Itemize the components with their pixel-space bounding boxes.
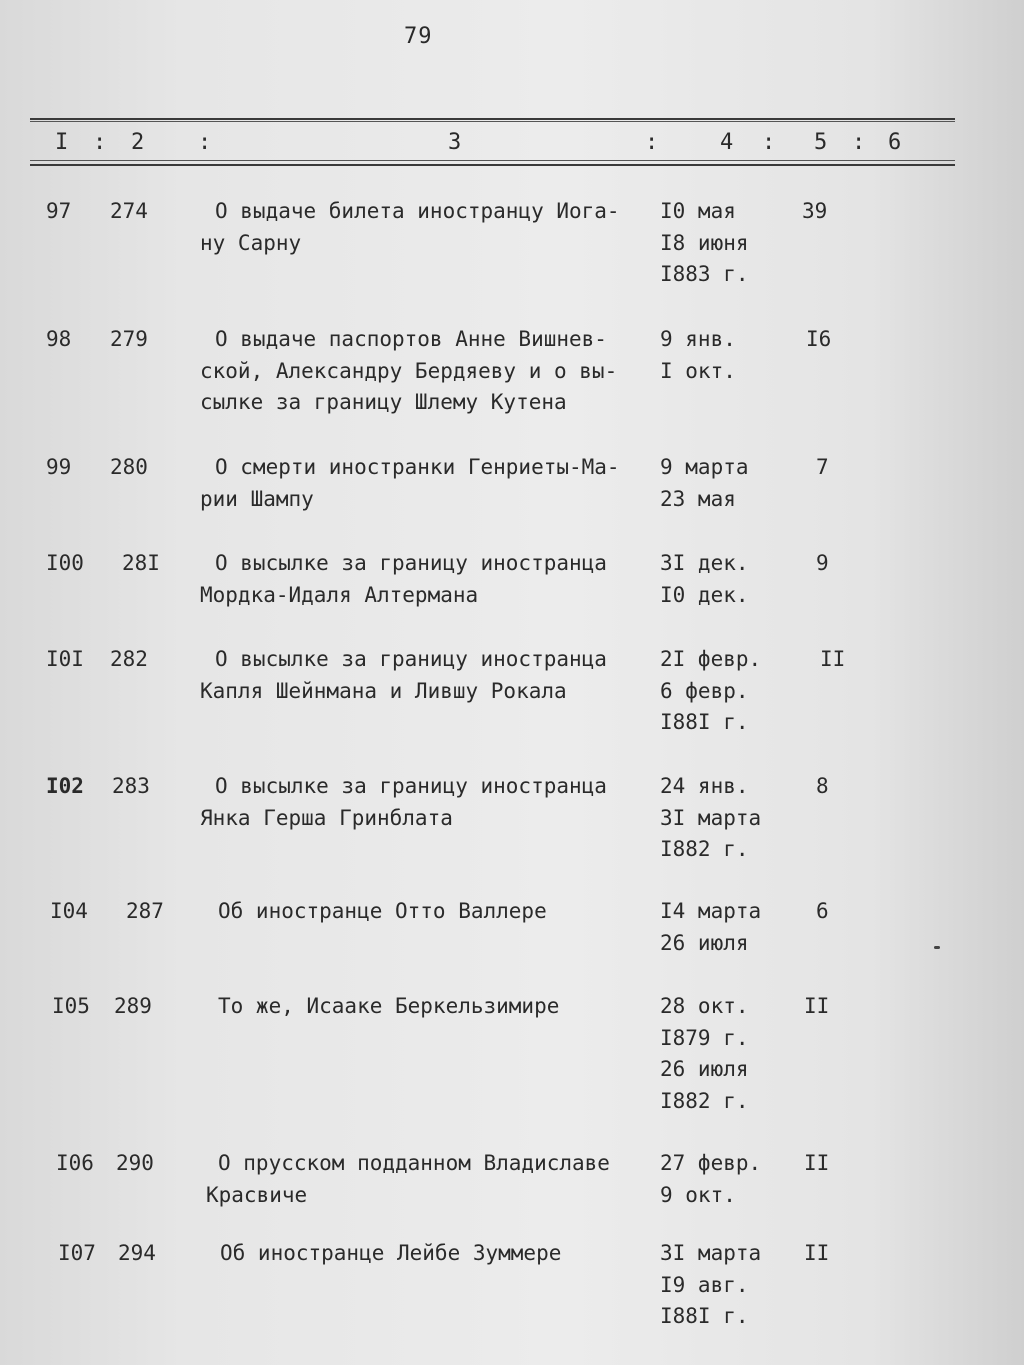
row-code: 279 xyxy=(110,327,148,351)
row-date-line: I879 г. xyxy=(660,1025,749,1050)
row-dates xyxy=(660,324,790,387)
row-date-line: I88I г. xyxy=(660,1304,749,1328)
row-date-line: I8 июня xyxy=(660,230,749,255)
row-title xyxy=(206,1148,658,1211)
row-sheets: 9 xyxy=(816,551,829,575)
row-code: 289 xyxy=(114,994,152,1018)
row-title-line: ну Сарну xyxy=(200,230,302,255)
row-number: I0I xyxy=(46,647,84,671)
row-date-line: 9 марта xyxy=(660,455,749,479)
row-dates xyxy=(660,771,790,866)
row-title-line: сылке за границу Шлему Кутена xyxy=(200,390,567,414)
row-date-line: I0 дек. xyxy=(660,582,749,607)
row-dates xyxy=(660,1238,790,1333)
row-title-line: Об иностранце Отто Валлере xyxy=(218,899,547,923)
row-title xyxy=(200,771,655,834)
row-code: 283 xyxy=(112,774,150,798)
header-col-4: 4 xyxy=(720,130,734,155)
row-title-line: ской, Александру Бердяеву и о вы- xyxy=(200,358,618,383)
row-date-line: I4 марта xyxy=(660,899,762,923)
row-dates xyxy=(660,1148,790,1211)
row-title xyxy=(200,452,655,515)
row-date-line: I882 г. xyxy=(660,1088,749,1113)
header-bottom-rule xyxy=(30,164,955,166)
row-code: 282 xyxy=(110,647,148,671)
row-number: I06 xyxy=(56,1151,94,1175)
row-date-line: I9 авг. xyxy=(660,1272,749,1297)
row-dates xyxy=(660,991,790,1117)
row-title-line: То же, Исааке Беркельзимире xyxy=(218,994,560,1018)
row-date-line: I882 г. xyxy=(660,837,749,861)
row-title xyxy=(218,896,658,928)
row-title-line: рии Шампу xyxy=(200,486,314,511)
row-number: 98 xyxy=(46,327,72,351)
row-title-line: Об иностранце Лейбе Зуммере xyxy=(220,1241,562,1265)
row-title xyxy=(200,644,655,707)
page-number: 79 xyxy=(404,24,433,49)
row-title-line: Мордка-Идаля Алтермана xyxy=(200,582,479,607)
row-title xyxy=(200,548,655,611)
row-sheets: 8 xyxy=(816,774,829,798)
header-separator-4: : xyxy=(762,130,776,155)
row-date-line: 9 янв. xyxy=(660,327,736,351)
header-col-2: 2 xyxy=(131,130,145,155)
header-separator-2: : xyxy=(198,130,212,155)
row-title xyxy=(200,196,655,259)
row-code: 287 xyxy=(126,899,164,923)
row-number: 97 xyxy=(46,199,72,223)
header-top-rule xyxy=(30,118,955,120)
row-title-line: О высылке за границу иностранца xyxy=(215,774,607,798)
row-sheets: II xyxy=(820,647,846,671)
header-col-1: I xyxy=(55,130,69,155)
row-title xyxy=(200,324,655,419)
row-sheets: II xyxy=(804,994,830,1018)
row-dates xyxy=(660,644,790,739)
row-dates xyxy=(660,452,790,515)
row-code: 290 xyxy=(116,1151,154,1175)
row-date-line: I88I г. xyxy=(660,710,749,734)
row-dates xyxy=(660,896,790,959)
row-sheets: 39 xyxy=(802,199,828,223)
row-sheets: 6 xyxy=(816,899,829,923)
row-title-line: О высылке за границу иностранца xyxy=(215,647,607,671)
row-date-line: 9 окт. xyxy=(660,1182,736,1207)
row-date-line: I883 г. xyxy=(660,262,749,286)
row-number: I02 xyxy=(46,774,84,798)
row-title xyxy=(218,991,658,1023)
row-code: 274 xyxy=(110,199,148,223)
row-number: I00 xyxy=(46,551,84,575)
header-col-6: 6 xyxy=(888,130,902,155)
row-code: 28I xyxy=(122,551,160,575)
row-date-line: I0 мая xyxy=(660,199,736,223)
row-sheets: 7 xyxy=(816,455,829,479)
row-title-line: О смерти иностранки Генриеты-Ма- xyxy=(215,455,620,479)
row-date-line: 26 июля xyxy=(660,1057,749,1081)
row-title-line: Красвиче xyxy=(206,1182,308,1207)
row-title-line: О прусском подданном Владиславе xyxy=(218,1151,610,1175)
row-title-line: О выдаче паспортов Анне Вишнев- xyxy=(215,327,607,351)
paper-mark xyxy=(934,946,940,949)
row-code: 294 xyxy=(118,1241,156,1265)
row-number: I05 xyxy=(52,994,90,1018)
row-date-line: 2I февр. xyxy=(660,647,762,671)
row-date-line: 23 мая xyxy=(660,486,736,511)
row-date-line: I окт. xyxy=(660,358,736,383)
row-date-line: 6 февр. xyxy=(660,678,749,703)
row-date-line: 28 окт. xyxy=(660,994,749,1018)
header-separator-3: : xyxy=(645,130,659,155)
row-number: I07 xyxy=(58,1241,96,1265)
row-sheets: I6 xyxy=(806,327,832,351)
row-date-line: 27 февр. xyxy=(660,1151,762,1175)
row-date-line: 24 янв. xyxy=(660,774,749,798)
row-date-line: 3I дек. xyxy=(660,551,749,575)
row-sheets: II xyxy=(804,1151,830,1175)
header-top-rule-inner xyxy=(30,121,955,122)
row-title-line: О выдаче билета иностранцу Иога- xyxy=(215,199,620,223)
row-date-line: 3I марта xyxy=(660,1241,762,1265)
row-dates xyxy=(660,196,790,291)
row-number: 99 xyxy=(46,455,72,479)
row-code: 280 xyxy=(110,455,148,479)
row-title-line: О высылке за границу иностранца xyxy=(215,551,607,575)
header-separator-1: : xyxy=(93,130,107,155)
header-separator-5: : xyxy=(852,130,866,155)
row-sheets: II xyxy=(804,1241,830,1265)
row-dates xyxy=(660,548,790,611)
row-date-line: 26 июля xyxy=(660,930,749,955)
row-number: I04 xyxy=(50,899,88,923)
header-col-5: 5 xyxy=(814,130,828,155)
row-title-line: Янка Герша Гринблата xyxy=(200,805,453,830)
header-col-3: 3 xyxy=(448,130,462,155)
header-bottom-rule-inner xyxy=(30,160,955,161)
row-title-line: Капля Шейнмана и Лившу Рокала xyxy=(200,678,567,703)
row-title xyxy=(220,1238,660,1270)
row-date-line: 3I марта xyxy=(660,805,762,830)
